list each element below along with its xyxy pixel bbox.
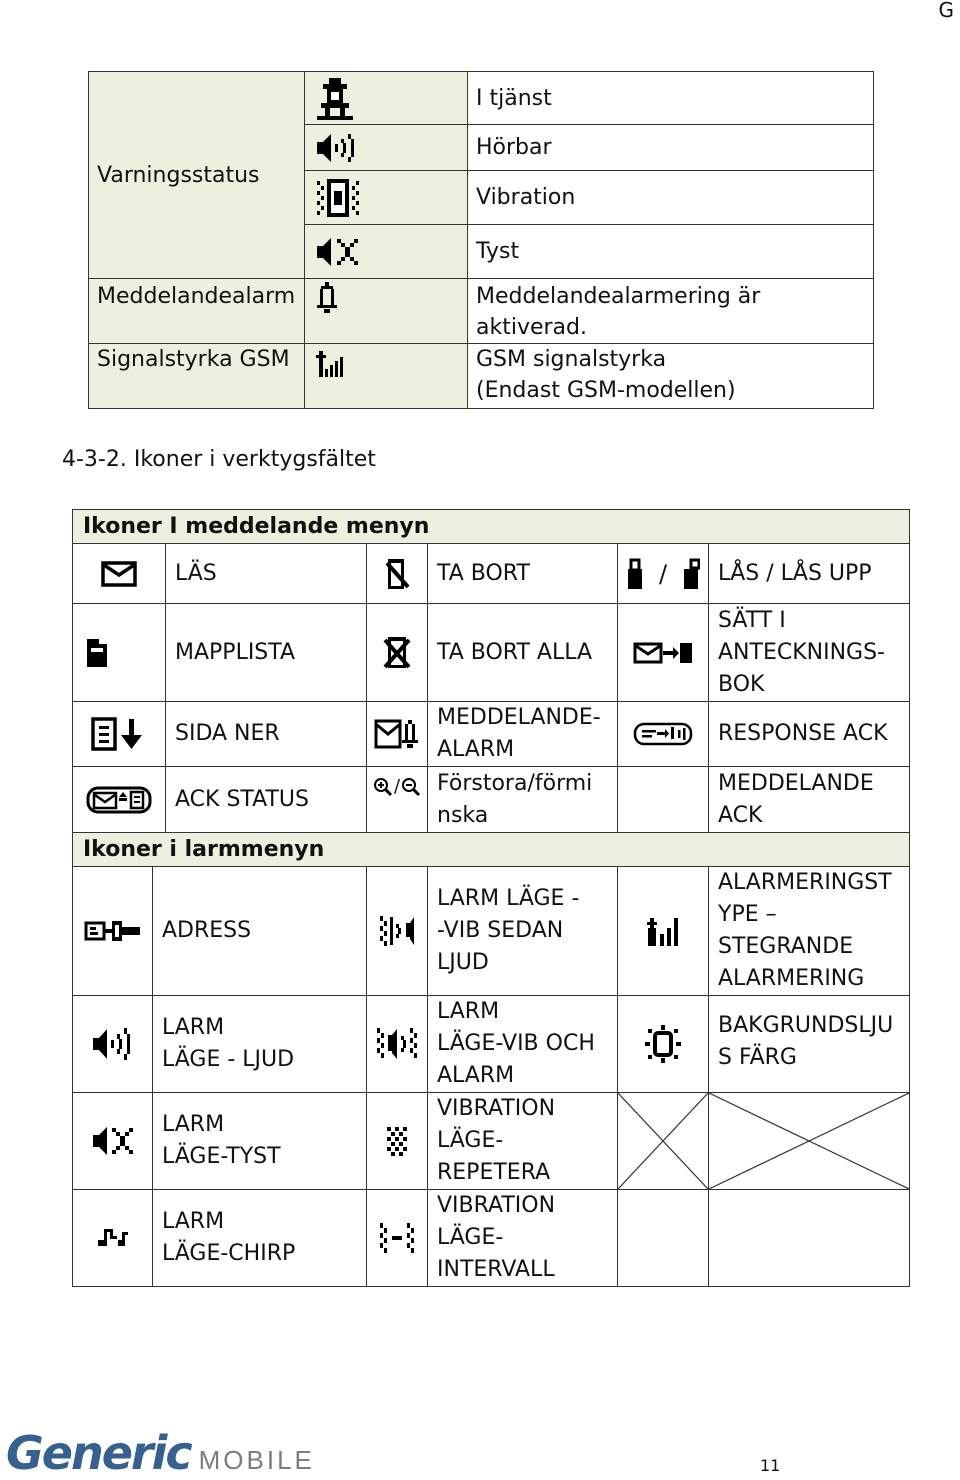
alarm-sound-icon [91,1024,135,1064]
icon-cell [73,1190,153,1287]
status-icons-table [88,71,874,409]
icon-cell [305,344,468,409]
label-meddelande-ack-line2: ACK [718,802,763,828]
icon-cell [367,1093,428,1190]
zoom-out-icon [401,777,421,797]
label-stegrande-line1: ALARMERINGST [718,870,892,895]
icon-cell [73,867,153,996]
table-row [73,702,910,767]
address-icon [84,918,142,944]
icon-cell [73,604,166,702]
label-larm-tyst-line1: LARM [162,1112,225,1137]
label-vib-ljud-line2: -VIB SEDAN [437,918,564,943]
label-bakgrund-line1: BAKGRUNDSLJU [718,1013,894,1038]
label-sida-ner: SIDA NER [166,702,367,767]
label-vib-repetera-line2: LÄGE- [437,1128,504,1153]
label-las-las-upp: LÅS / LÅS UPP [709,544,910,604]
table-row [73,767,910,833]
table-row [73,510,910,544]
icon-cell [305,72,468,125]
icon-cell [367,702,428,767]
zoom-separator: / [393,776,401,797]
icon-cell [618,604,709,702]
label-vib-repetera-line1: VIBRATION [437,1096,556,1121]
zoom-label-cell [428,767,618,833]
desc-gsm-line1: GSM signalstyrka [476,347,667,372]
chirp-label-cell [153,1190,367,1287]
ack-status-icon [86,786,152,814]
table-row [89,72,874,125]
table-row [73,996,910,1093]
label-las: LÄS [166,544,367,604]
label-adress: ADRESS [153,867,367,996]
speaker-sound-icon [315,131,359,165]
label-stegrande-line2: YPE – [718,902,777,927]
icon-cell [73,1093,153,1190]
icon-cell [618,702,709,767]
label-vib-repetera-line3: REPETERA [437,1160,551,1185]
escalating-alarm-icon [646,914,680,948]
label-bakgrund-line2: S FÄRG [718,1045,797,1070]
label-stegrande-line4: ALARMERING [718,966,865,991]
label-vib-intervall-line2: LÄGE- [437,1225,504,1250]
empty-cell [709,1190,910,1287]
brand-suffix: MOBILE [198,1445,315,1475]
alarm-menu-title: Ikoner i larmmenyn [73,833,910,867]
page-number: 11 [760,1456,781,1475]
status-desc-cell [468,72,874,125]
label-chirp-line2: LÄGE-CHIRP [162,1241,296,1266]
icon-cell [367,767,428,833]
backlight-label-cell [709,996,910,1093]
label-vib-ljud-line3: LJUD [437,950,489,975]
label-vib-ljud-line1: LARM LÄGE - [437,886,580,911]
toolbar-icons-table [72,509,910,1287]
delete-all-icon [382,635,412,671]
label-vib-och-line1: LARM [437,999,500,1024]
label-larm-ljud-line2: LÄGE - LJUD [162,1047,295,1072]
label-chirp-line1: LARM [162,1209,225,1234]
message-alarm-label-cell [428,702,618,767]
table-row [73,1190,910,1287]
zoom-in-icon [373,777,393,797]
lock-icon [626,558,644,590]
message-ack-label-cell [709,767,910,833]
unlock-icon [682,558,700,590]
vib-repeat-icon [385,1125,409,1157]
status-label-cell [89,344,305,409]
icon-cell [367,996,428,1093]
desc-meddelandealarm-line2: aktiverad. [476,315,587,340]
label-larm-tyst-line2: LÄGE-TYST [162,1144,281,1169]
label-ta-bort-alla: TA BORT ALLA [428,604,618,702]
icon-cell [367,544,428,604]
meddelandealarm-label: Meddelandealarm [97,284,296,309]
notebook-label-cell [709,604,910,702]
label-ta-bort: TA BORT [428,544,618,604]
icon-cell [367,1190,428,1287]
corner-mark: G [938,0,954,22]
desc-vibration: Vibration [476,185,576,210]
alarm-mute-icon [91,1124,135,1158]
desc-i-tjanst: I tjänst [476,85,552,111]
message-alarm-icon [374,717,420,751]
backlight-icon [643,1024,683,1064]
label-forstora-line1: Förstora/förmi [437,770,593,796]
brand-logo [6,1426,315,1480]
folder-list-icon [85,637,109,669]
vib-then-sound-icon [378,913,416,949]
vib-interval-icon [378,1220,416,1256]
icon-cell [73,767,166,833]
empty-icon-cell [618,767,709,833]
vib-sound-label-cell [428,867,618,996]
label-response-ack: RESPONSE ACK [709,702,910,767]
label-meddelande-ack-line1: MEDDELANDE [718,770,874,796]
table-row [89,344,874,409]
icon-cell [618,867,709,996]
icon-cell [618,996,709,1093]
label-larm-ljud-line1: LARM [162,1015,225,1040]
icon-cell [73,996,153,1093]
vib-repeat-label-cell [428,1093,618,1190]
desc-horbar: Hörbar [476,135,552,160]
varningsstatus-label: Varningsstatus [97,162,260,188]
label-stegrande-line3: STEGRANDE [718,934,854,959]
table-row [73,544,910,604]
response-ack-icon [633,722,693,746]
icon-cell [73,702,166,767]
vibration-icon [315,177,361,219]
desc-gsm-line2: (Endast GSM-modellen) [476,378,736,403]
table-row [73,604,910,702]
alarm-sound-label-cell [153,996,367,1093]
envelope-icon [101,560,137,588]
icon-cell [305,171,468,225]
delete-icon [384,557,410,591]
status-desc-cell [468,344,874,409]
brand-name: Generic [6,1426,191,1480]
desc-tyst: Tyst [476,239,520,264]
table-row [73,1093,910,1190]
table-row [73,833,910,867]
chirp-icon [96,1226,130,1250]
message-menu-title: Ikoner I meddelande menyn [73,510,910,544]
label-vib-intervall-line1: VIBRATION [437,1193,556,1218]
label-satt-i-line3: BOK [718,671,765,697]
signal-strength-icon [315,349,343,379]
section-heading: 4-3-2. Ikoner i verktygsfältet [62,447,376,472]
icon-cell [367,867,428,996]
vib-alarm-label-cell [428,996,618,1093]
label-vib-och-line3: ALARM [437,1063,515,1088]
status-label-cell [89,279,305,344]
envelope-to-notebook-icon [633,640,693,666]
icon-cell [305,225,468,279]
label-satt-i-line2: ANTECKNINGS- [718,639,885,665]
status-desc-cell [468,225,874,279]
label-vib-och-line2: LÄGE-VIB OCH [437,1031,595,1056]
icon-cell [73,544,166,604]
label-forstora-line2: nska [437,802,489,828]
table-row [89,279,874,344]
alarm-mute-label-cell [153,1093,367,1190]
speaker-mute-icon [315,235,361,269]
status-desc-cell [468,279,874,344]
label-satt-i-line1: SÄTT I [718,607,786,633]
icon-cell [618,544,709,604]
status-label-cell [89,72,305,279]
desc-meddelandealarm-line1: Meddelandealarmering är [476,284,761,309]
label-ack-status: ACK STATUS [166,767,367,833]
empty-cell [618,1190,709,1287]
vib-and-alarm-icon [375,1025,419,1063]
label-vib-intervall-line3: INTERVALL [437,1257,555,1282]
label-meddelande-alarm-line2: ALARM [437,737,515,762]
page-down-icon [91,717,147,751]
label-mapplista: MAPPLISTA [166,604,367,702]
icon-cell [305,125,468,171]
tower-icon [315,76,355,120]
table-row [73,867,910,996]
icon-cell [367,604,428,702]
escalating-label-cell [709,867,910,996]
cross-out-mark [618,1093,708,1189]
vib-interval-label-cell [428,1190,618,1287]
empty-cell-crossed [709,1093,910,1190]
status-desc-cell [468,171,874,225]
cross-out-mark [709,1093,909,1189]
bell-icon [315,281,339,315]
label-meddelande-alarm-line1: MEDDELANDE- [437,705,601,730]
signalstyrka-label: Signalstyrka GSM [97,347,290,372]
empty-cell-crossed [618,1093,709,1190]
lock-separator: / [658,559,668,588]
status-desc-cell [468,125,874,171]
icon-cell [305,279,468,344]
